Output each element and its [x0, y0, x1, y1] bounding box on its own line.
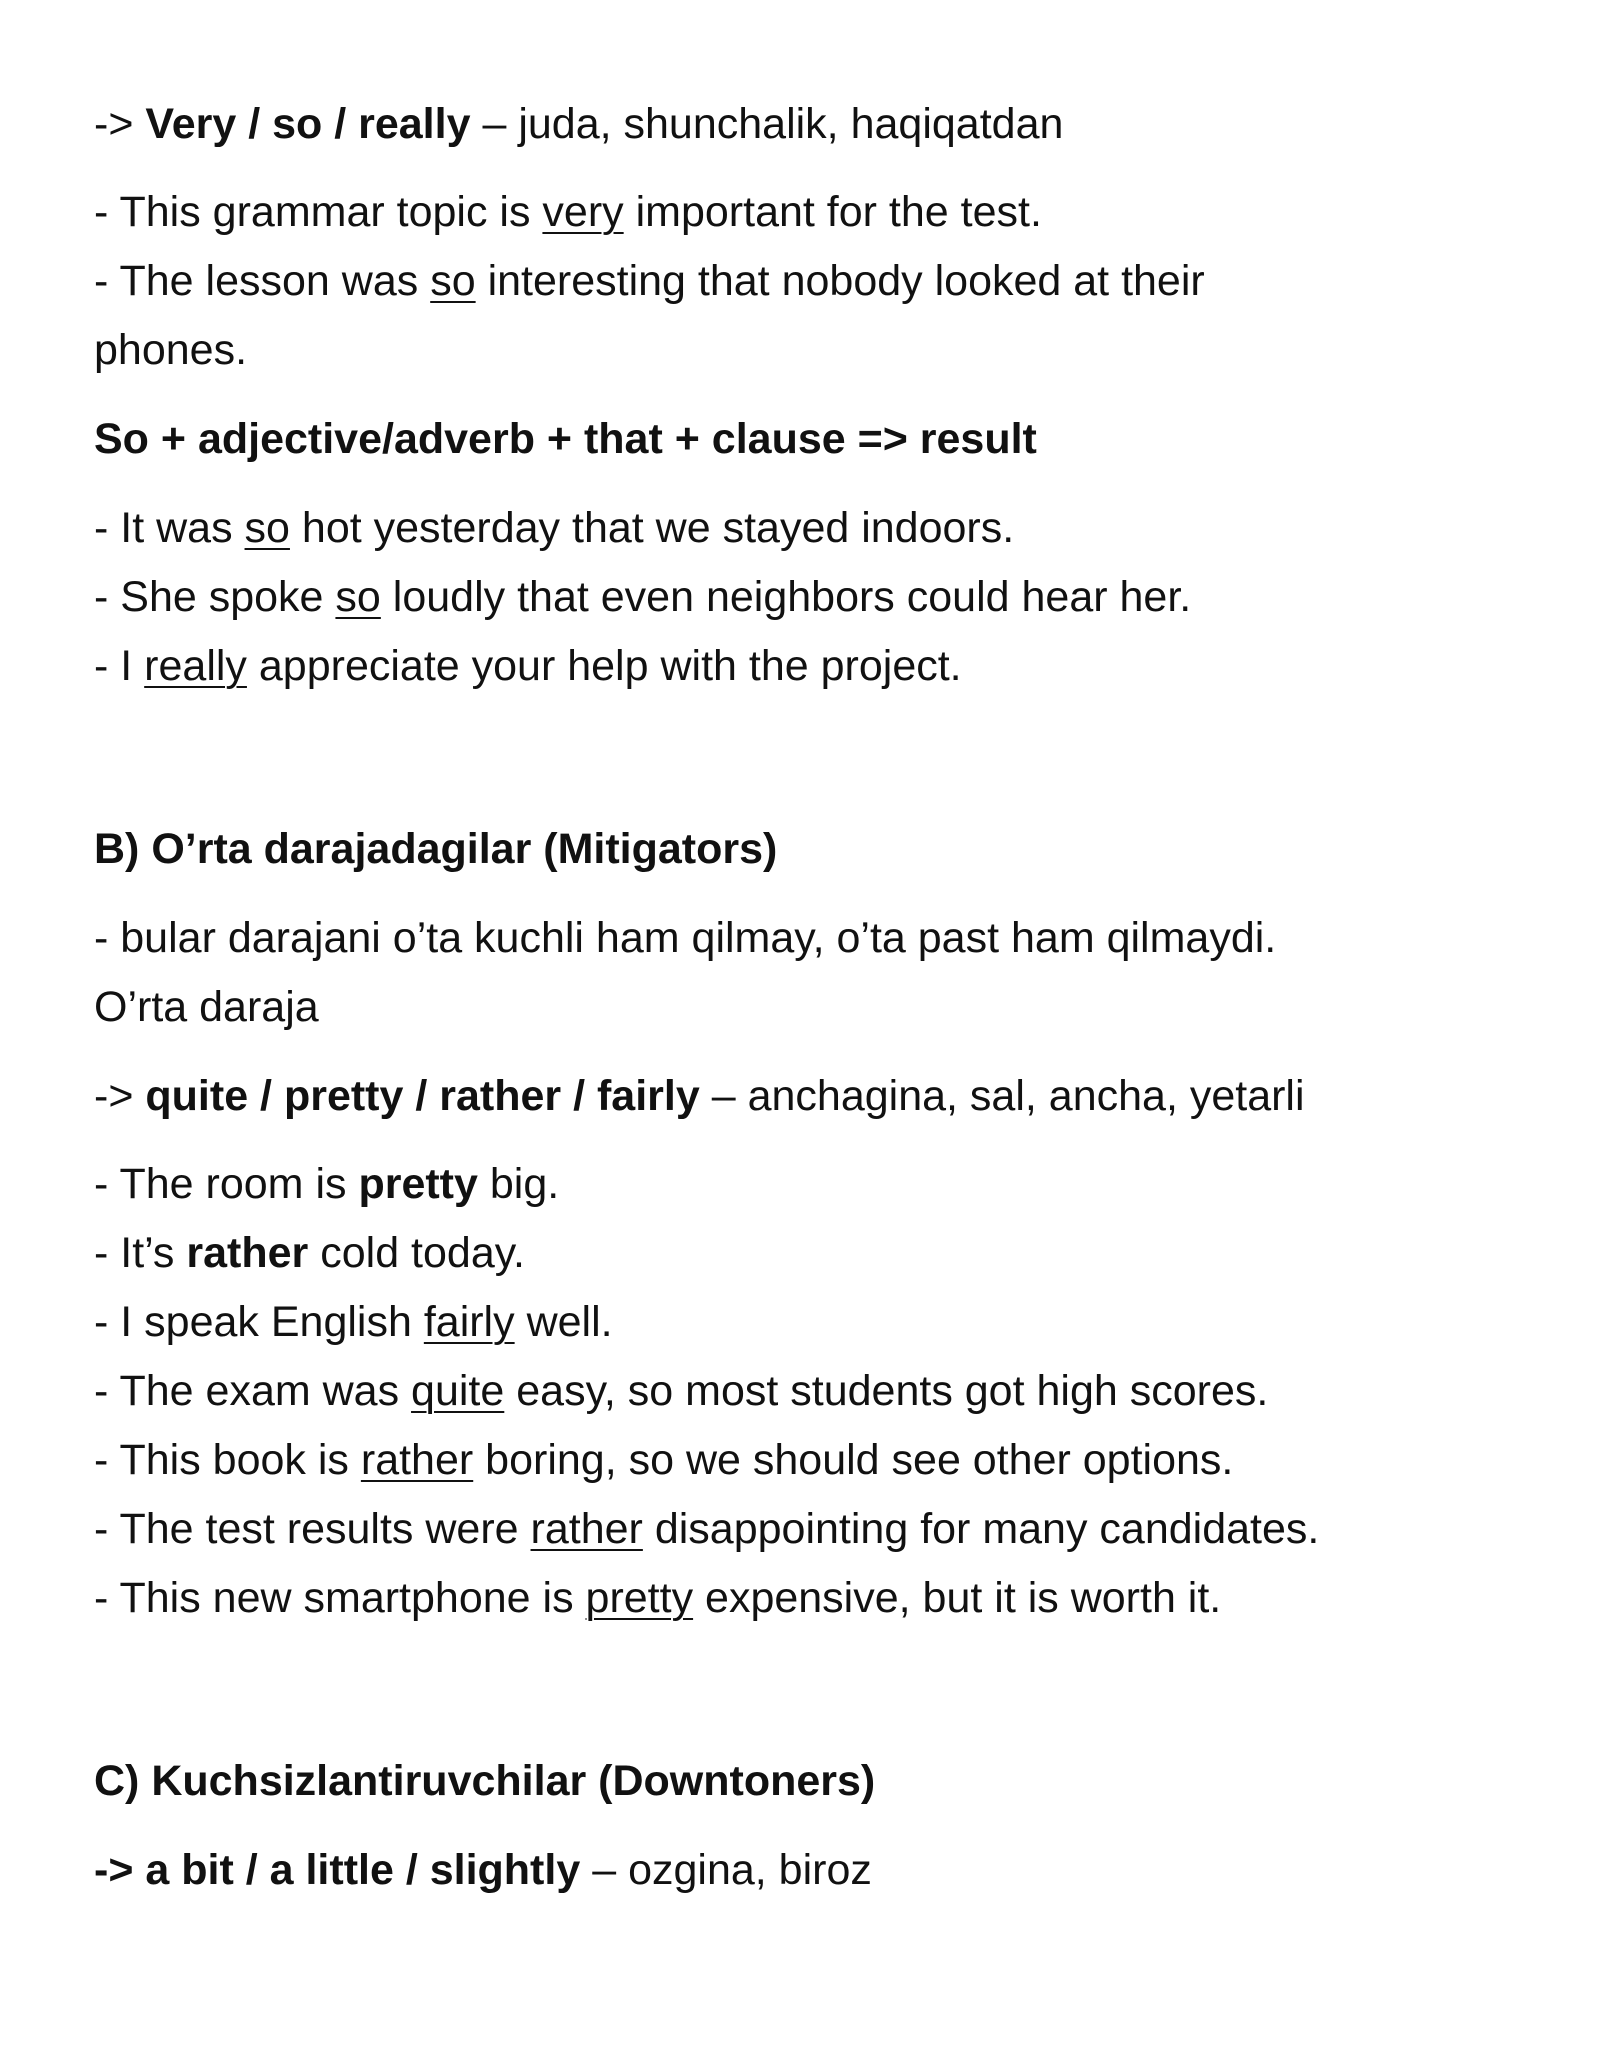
- mitigators-header: [94, 1070, 1305, 1122]
- example-line: [94, 255, 1205, 307]
- example-line: [94, 502, 1014, 554]
- example-line: [94, 640, 962, 692]
- example-keyword: rather: [186, 1229, 309, 1277]
- example-text: - It’s: [94, 1229, 187, 1277]
- mitigators-description-continuation: [94, 981, 319, 1033]
- example-keyword: quite: [411, 1367, 505, 1415]
- downtoner-translation: – ozgina, biroz: [592, 1846, 872, 1894]
- mitigators-description: [94, 912, 1276, 964]
- example-text: easy, so most students got high scores.: [504, 1367, 1269, 1415]
- intensifiers-header: [94, 98, 1063, 150]
- example-text: cold today.: [308, 1229, 526, 1277]
- downtoner-words: a bit / a little / slightly: [145, 1846, 581, 1894]
- mitigators-title: [94, 823, 777, 875]
- example-keyword: rather: [360, 1436, 474, 1484]
- example-keyword: really: [144, 642, 247, 690]
- example-text: - She spoke: [94, 573, 336, 621]
- section-title: B) O’rta darajadagilar (Mitigators): [94, 825, 778, 873]
- example-text: interesting that nobody looked at their: [475, 257, 1205, 305]
- example-text: - The exam was: [94, 1367, 412, 1415]
- description-text: O’rta daraja: [94, 983, 319, 1031]
- example-line: [94, 571, 1191, 623]
- example-text: phones.: [94, 326, 248, 374]
- example-line: [94, 1158, 559, 1210]
- example-text: - I: [94, 642, 145, 690]
- section-title: C) Kuchsizlantiruvchilar (Downtoners): [94, 1757, 876, 1805]
- example-text: expensive, but it is worth it.: [693, 1574, 1222, 1622]
- example-text: important for the test.: [623, 188, 1042, 236]
- example-text: big.: [477, 1160, 560, 1208]
- example-line: [94, 1434, 1233, 1486]
- example-keyword: very: [542, 188, 624, 236]
- intensifier-words: Very / so / really: [145, 100, 471, 148]
- arrow-marker: ->: [94, 1846, 134, 1894]
- example-text: well.: [514, 1298, 613, 1346]
- example-text: appreciate your help with the project.: [246, 642, 962, 690]
- example-text: - This book is: [94, 1436, 361, 1484]
- example-text: - It was: [94, 504, 245, 552]
- example-line: [94, 1296, 613, 1348]
- downtoners-header: [94, 1844, 872, 1896]
- mitigator-translation: – anchagina, sal, ancha, yetarli: [711, 1072, 1305, 1120]
- example-line: [94, 1503, 1319, 1555]
- example-line: [94, 186, 1042, 238]
- rule-line: [94, 413, 1037, 465]
- example-text: - This new smartphone is: [94, 1574, 586, 1622]
- intensifier-translation: – juda, shunchalik, haqiqatdan: [482, 100, 1064, 148]
- arrow-marker: ->: [94, 1072, 134, 1120]
- example-keyword: pretty: [358, 1160, 478, 1208]
- example-line-continuation: [94, 324, 247, 376]
- example-line: [94, 1365, 1268, 1417]
- rule-text: So + adjective/adverb + that + clause => result: [94, 415, 1037, 463]
- example-text: - The lesson was: [94, 257, 431, 305]
- example-text: - I speak English: [94, 1298, 424, 1346]
- example-text: - The test results were: [94, 1505, 531, 1553]
- example-text: - The room is: [94, 1160, 359, 1208]
- example-keyword: so: [430, 257, 476, 305]
- example-text: loudly that even neighbors could hear her.: [380, 573, 1192, 621]
- description-text: - bular darajani o’ta kuchli ham qilmay, o’ta past ham qilmaydi.: [94, 914, 1277, 962]
- example-line: [94, 1227, 525, 1279]
- example-keyword: fairly: [423, 1298, 515, 1346]
- mitigator-words: quite / pretty / rather / fairly: [145, 1072, 700, 1120]
- example-line: [94, 1572, 1221, 1624]
- example-keyword: so: [244, 504, 290, 552]
- example-text: disappointing for many candidates.: [642, 1505, 1320, 1553]
- example-text: boring, so we should see other options.: [473, 1436, 1234, 1484]
- example-keyword: pretty: [585, 1574, 694, 1622]
- example-keyword: so: [335, 573, 381, 621]
- example-text: hot yesterday that we stayed indoors.: [289, 504, 1015, 552]
- downtoners-title: [94, 1755, 875, 1807]
- example-text: - This grammar topic is: [94, 188, 543, 236]
- example-keyword: rather: [530, 1505, 643, 1553]
- arrow-marker: ->: [94, 100, 134, 148]
